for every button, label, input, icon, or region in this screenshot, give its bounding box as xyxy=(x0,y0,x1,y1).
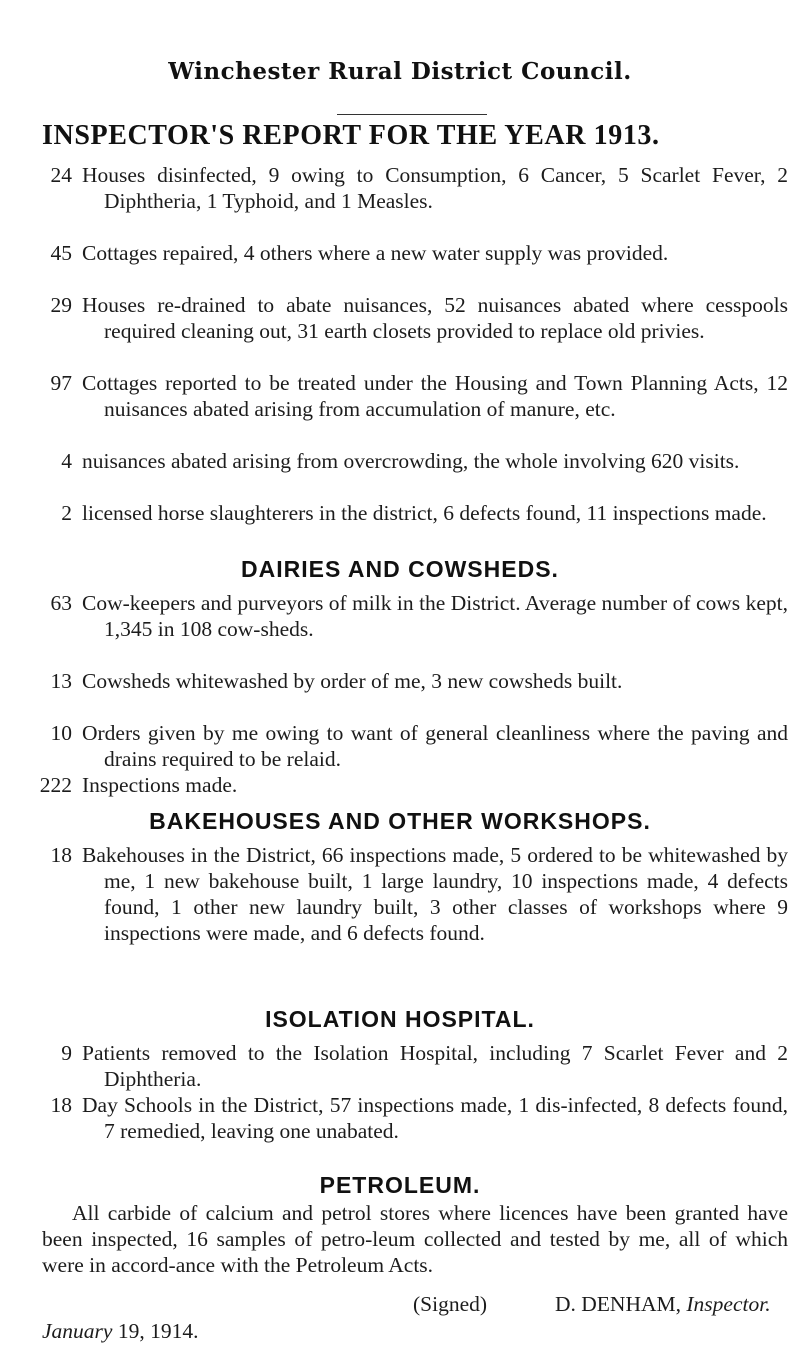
entry-number: 10 xyxy=(50,721,72,745)
entry-number: 18 xyxy=(50,1093,72,1117)
entry-text: Inspections made. xyxy=(82,773,238,797)
entry-text: licensed horse slaughterers in the district, 6 defects found, 11 inspections made. xyxy=(82,501,767,525)
entry-horse-slaughterers xyxy=(20,500,788,526)
entry-houses-redrained xyxy=(20,292,788,344)
entry-number: 18 xyxy=(50,843,72,867)
masthead-rule xyxy=(337,114,487,115)
entry-text: nuisances abated arising from overcrowding, the whole involving 620 visits. xyxy=(82,449,740,473)
entry-text: Cowsheds whitewashed by order of me, 3 new cowsheds built. xyxy=(82,669,623,693)
entry-overcrowding xyxy=(20,448,788,474)
entry-text: Orders given by me owing to want of general cleanliness where the paving and drains required to be relaid. xyxy=(82,721,788,771)
entry-number: 24 xyxy=(50,163,72,187)
date-month: January xyxy=(42,1319,113,1343)
entry-cottages-repaired xyxy=(20,240,788,266)
entry-day-schools xyxy=(20,1092,788,1144)
entry-number: 13 xyxy=(50,669,72,693)
entry-text: Bakehouses in the District, 66 inspections made, 5 ordered to be whitewashed by me, 1 new bakehouse built, 1 large laundry, 10 inspections made, 4 defects found, 1 other new laundry built, 3 other classes of workshops where 9 inspections were made, and 6 defects found. xyxy=(82,843,788,945)
entry-text: Patients removed to the Isolation Hospital, including 7 Scarlet Fever and 2 Diphtheria. xyxy=(82,1041,788,1091)
entry-cottages-reported xyxy=(20,370,788,422)
heading-dairies: DAIRIES AND COWSHEDS. xyxy=(241,556,559,582)
entry-inspections-made xyxy=(20,772,788,798)
entry-number: 2 xyxy=(61,501,72,525)
entry-number: 63 xyxy=(50,591,72,615)
inspector-role: Inspector. xyxy=(686,1292,771,1316)
entry-number: 222 xyxy=(39,773,72,797)
entry-number: 9 xyxy=(61,1041,72,1065)
signature-name-block xyxy=(555,1292,771,1317)
entry-number: 4 xyxy=(61,449,72,473)
entry-text: Day Schools in the District, 57 inspections made, 1 dis-infected, 8 defects found, 7 remedied, leaving one unabated. xyxy=(82,1093,788,1143)
entry-cowsheds-whitewashed xyxy=(20,668,788,694)
entry-number: 97 xyxy=(50,371,72,395)
petroleum-paragraph: All carbide of calcium and petrol stores where licences have been granted have been inspected, 16 samples of petro-leum collected and tested by me, all of which were in accord-ance with the Petroleum Acts. xyxy=(42,1201,788,1277)
signed-label: (Signed) xyxy=(413,1292,488,1316)
entry-text: Houses disinfected, 9 owing to Consumption, 6 Cancer, 5 Scarlet Fever, 2 Diphtheria, 1 Typhoid, and 1 Measles. xyxy=(82,163,788,213)
heading-isolation-hospital: ISOLATION HOSPITAL. xyxy=(265,1006,535,1032)
heading-petroleum: PETROLEUM. xyxy=(319,1172,481,1198)
date-rest: 19, 1914. xyxy=(117,1319,199,1343)
entry-text: Houses re-drained to abate nuisances, 52 nuisances abated where cesspools required cleaning out, 31 earth closets provided to replace old privies. xyxy=(82,293,788,343)
report-date xyxy=(42,1319,198,1344)
entry-patients-removed xyxy=(20,1040,788,1092)
heading-bakehouses: BAKEHOUSES AND OTHER WORKSHOPS. xyxy=(149,808,651,834)
entry-number: 45 xyxy=(50,241,72,265)
entry-text: Cottages repaired, 4 others where a new water supply was provided. xyxy=(82,241,669,265)
entry-text: Cottages reported to be treated under the Housing and Town Planning Acts, 12 nuisances abated arising from accumulation of manure, etc. xyxy=(82,371,788,421)
entry-number: 29 xyxy=(50,293,72,317)
council-masthead: Winchester Rural District Council. xyxy=(168,58,632,85)
entry-text: Cow-keepers and purveyors of milk in the District. Average number of cows kept, 1,345 in 108 cow-sheds. xyxy=(82,591,788,641)
report-title: INSPECTOR'S REPORT FOR THE YEAR 1913. xyxy=(42,120,660,151)
entry-houses-disinfected xyxy=(20,162,788,214)
entry-bakehouses xyxy=(20,842,788,946)
entry-cow-keepers xyxy=(20,590,788,642)
inspector-name: D. DENHAM, xyxy=(555,1292,682,1316)
entry-orders-given xyxy=(20,720,788,772)
